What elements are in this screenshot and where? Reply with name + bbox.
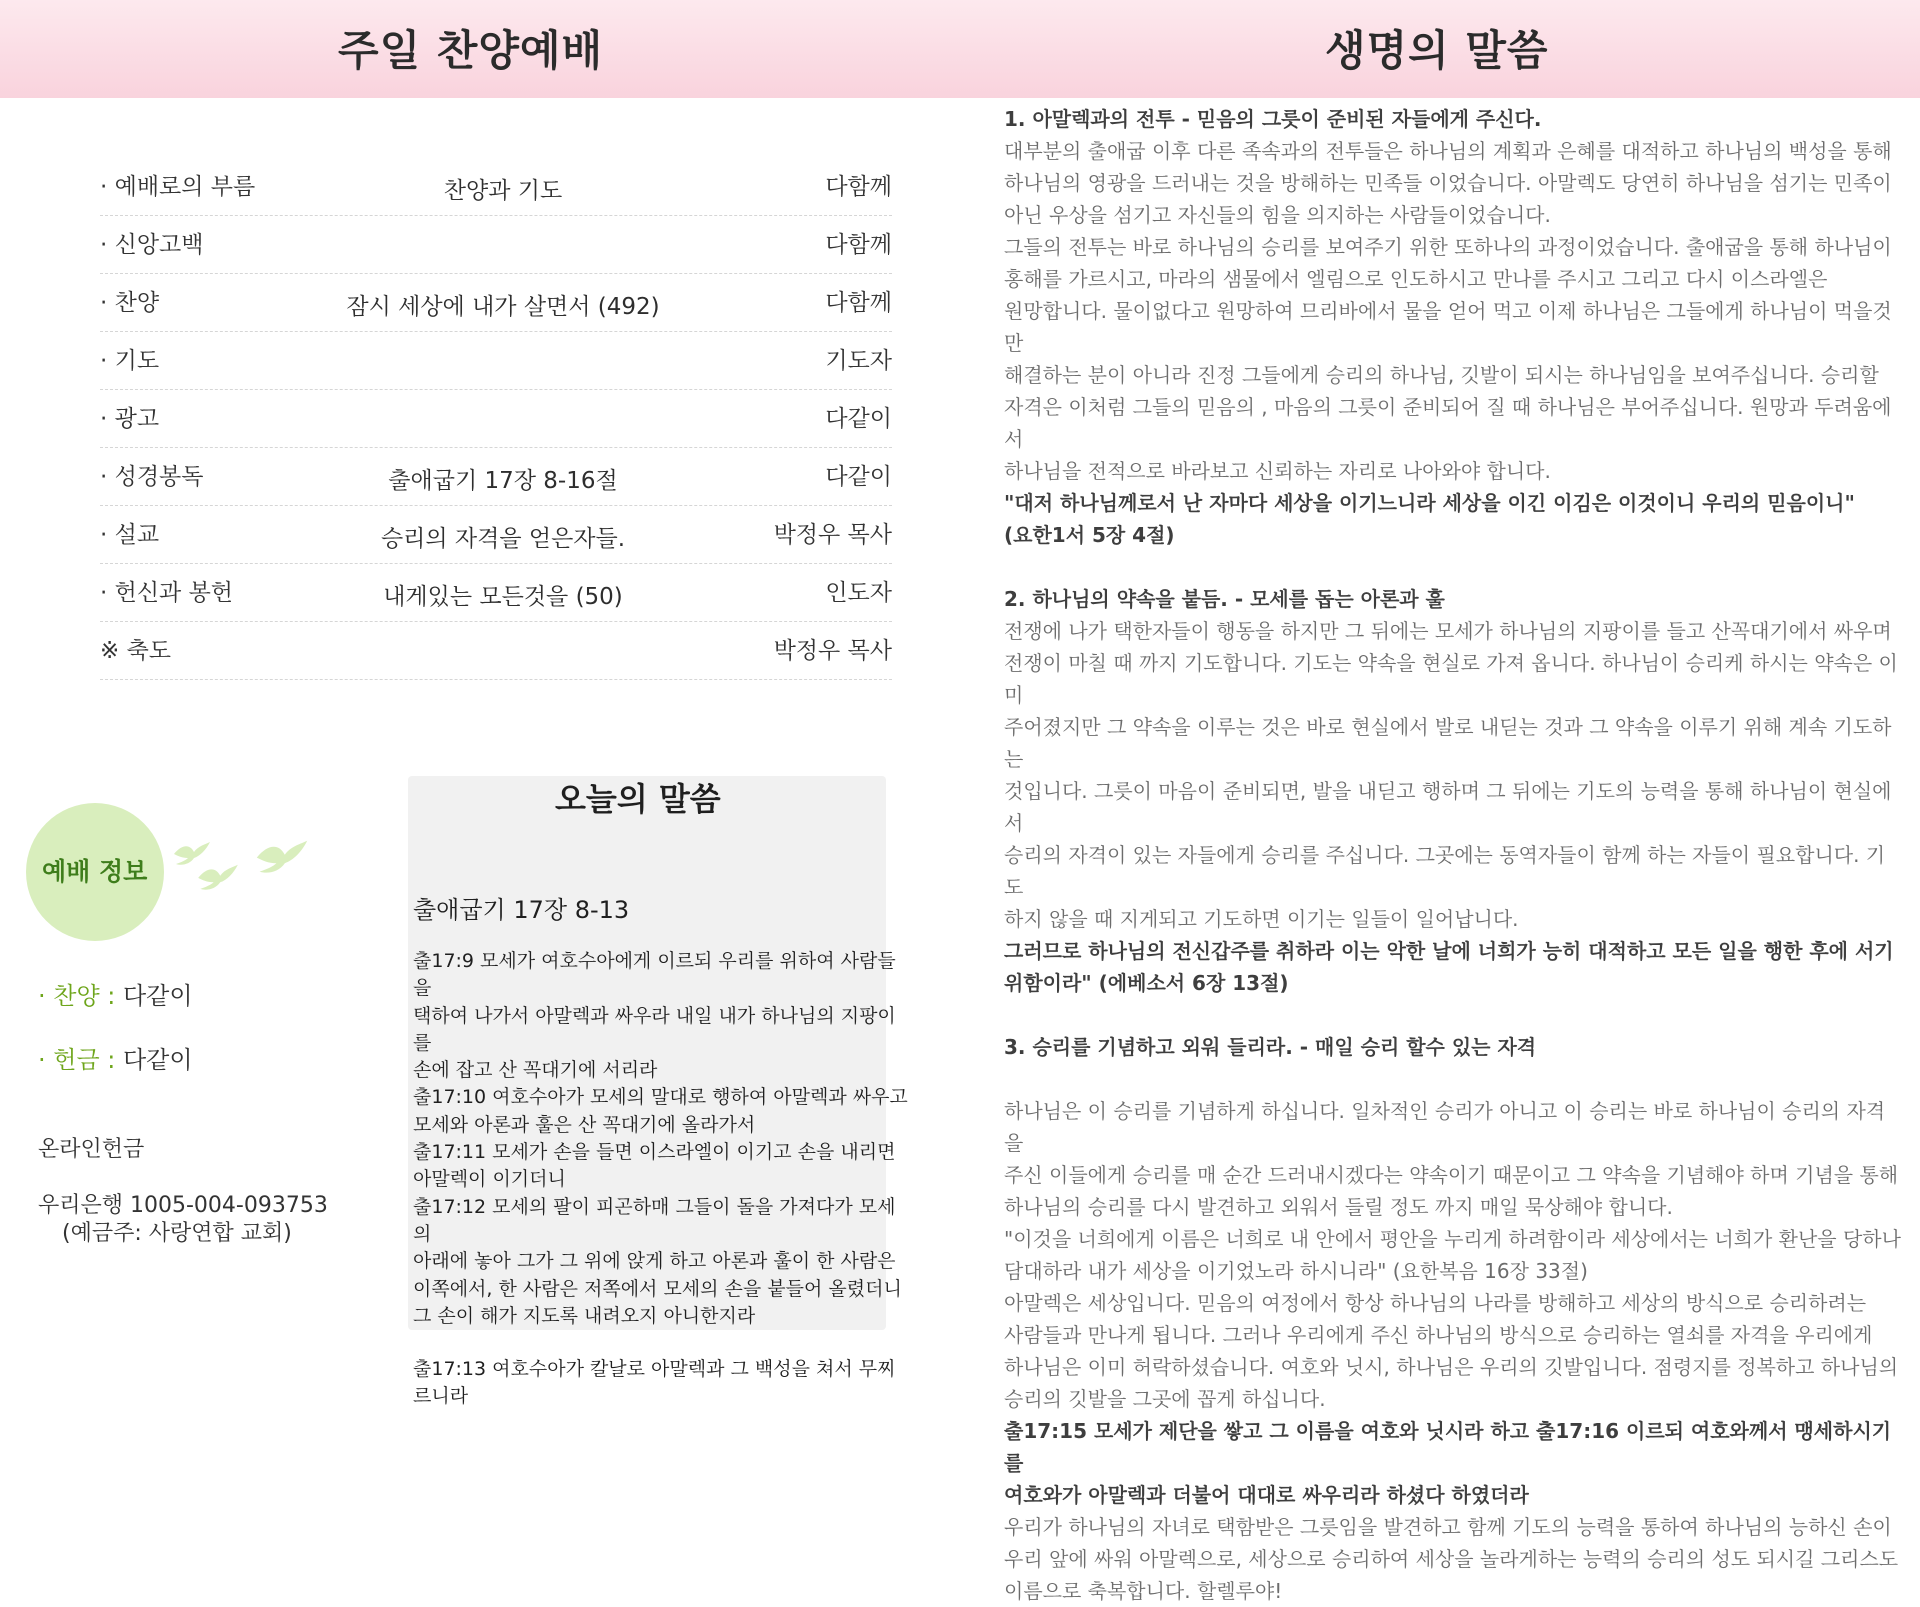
header-band: [0, 0, 1920, 98]
service-item: · 예배로의 부름: [100, 174, 256, 200]
service-item: · 신앙고백: [100, 232, 204, 258]
sermon-line: 해결하는 분이 아니라 진정 그들에게 승리의 하나님, 깃발이 되시는 하나님임을 보여주십니다. 승리할: [1004, 363, 1879, 387]
sermon-line: 하나님을 전적으로 바라보고 신뢰하는 자리로 나아와야 합니다.: [1004, 459, 1551, 483]
sermon-section-heading: 2. 하나님의 약속을 붙듬. - 모세를 돕는 아론과 훌: [1004, 587, 1445, 611]
service-content: 잠시 세상에 내가 살면서 (492): [346, 294, 660, 320]
service-content: 출애굽기 17장 8-16절: [388, 468, 618, 494]
service-leader: 기도자: [825, 348, 892, 374]
verse-line: 아말렉이 이기더니: [413, 1168, 566, 1191]
scripture-quote: 위함이라" (에베소서 6장 13절): [1004, 971, 1289, 995]
verse-line: 그 손이 해가 지도록 내려오지 아니한지라: [413, 1304, 756, 1327]
sermon-line: 대부분의 출애굽 이후 다른 족속과의 전투들은 하나님의 계획과 은혜를 대적하고 하나님의 백성을 통해: [1004, 139, 1892, 163]
today-word-reference: 출애굽기 17장 8-13: [413, 896, 630, 924]
verse-line: 아래에 놓아 그가 그 위에 앉게 하고 아론과 훌이 한 사람은: [413, 1250, 896, 1273]
service-leader: 박정우 목사: [773, 522, 892, 548]
service-row: [100, 390, 892, 448]
account-depositor: (예금주: 사랑연합 교회): [62, 1221, 292, 1246]
sermon-line: 원망합니다. 물이없다고 원망하여 므리바에서 물을 얻어 먹고 이제 하나님은 그들에게 하나님이 먹을것만: [1004, 299, 1892, 355]
worship-info-label: 예배 정보: [42, 857, 148, 886]
sermon-line: 하나님은 이미 허락하셨습니다. 여호와 닛시, 하나님은 우리의 깃발입니다. 점령지를 정복하고 하나님의: [1004, 1355, 1899, 1379]
service-item: · 찬양: [100, 290, 160, 316]
verse-line: 택하여 나가서 아말렉과 싸우라 내일 내가 하나님의 지팡이를: [413, 1004, 896, 1054]
service-row: [100, 216, 892, 274]
service-leader: 다같이: [825, 406, 892, 432]
sermon-section-heading: 1. 아말렉과의 전투 - 믿음의 그릇이 준비된 자들에게 주신다.: [1004, 107, 1542, 131]
scripture-quote: 출17:15 모세가 제단을 쌓고 그 이름을 여호와 닛시라 하고 출17:16 이르되 여호와께서 맹세하시기를: [1004, 1419, 1892, 1475]
offering-value: 다같이: [122, 1046, 193, 1074]
service-leader: 인도자: [825, 580, 892, 606]
verse-line: 출17:12 모세의 팔이 피곤하매 그들이 돌을 가져다가 모세의: [413, 1195, 896, 1245]
service-item: · 설교: [100, 522, 160, 548]
service-row: [100, 448, 892, 506]
service-leader: 다같이: [825, 464, 892, 490]
service-row: [100, 564, 892, 622]
verse-line: 출17:11 모세가 손을 들면 이스라엘이 이기고 손을 내리면: [413, 1141, 896, 1164]
sermon-line: 것입니다. 그릇이 마음이 준비되면, 발을 내딛고 행하며 그 뒤에는 기도의 능력을 통해 하나님이 현실에서: [1004, 779, 1892, 835]
sermon-line: 아말렉은 세상입니다. 믿음의 여정에서 항상 하나님의 나라를 방해하고 세상의 방식으로 승리하려는: [1004, 1291, 1867, 1315]
service-row: [100, 332, 892, 390]
sermon-line: 하나님의 영광을 드러내는 것을 방해하는 민족들 이었습니다. 아말렉도 당연히 하나님을 섬기는 민족이: [1004, 171, 1892, 195]
sermon-line: 하지 않을 때 지게되고 기도하면 이기는 일들이 일어납니다.: [1004, 907, 1519, 931]
sermon-line: "이것을 너희에게 이름은 너희로 내 안에서 평안을 누리게 하려함이라 세상에서는 너희가 환난을 당하나: [1004, 1227, 1901, 1251]
service-row: [100, 158, 892, 216]
service-row: [100, 506, 892, 564]
verse-line: 출17:10 여호수아가 모세의 말대로 행하여 아말렉과 싸우고: [413, 1086, 908, 1109]
service-content: 승리의 자격을 얻은자들.: [380, 526, 626, 552]
service-item: ※ 축도: [100, 638, 172, 664]
dove-icon: [254, 838, 310, 880]
service-leader: 다함께: [825, 232, 892, 258]
scripture-quote: 여호와가 아말렉과 더불어 대대로 싸우리라 하셨다 하였더라: [1004, 1483, 1529, 1507]
service-item: · 헌신과 봉헌: [100, 580, 234, 606]
offering-info: [38, 1040, 193, 1075]
sermon-line: 우리 앞에 싸워 아말렉으로, 세상으로 승리하여 세상을 놀라게하는 능력의 승리의 성도 되시길 그리스도: [1004, 1547, 1899, 1571]
bank-account: 우리은행 1005-004-093753: [38, 1193, 328, 1218]
service-content: 찬양과 기도: [443, 178, 563, 204]
service-content: 내게있는 모든것을 (50): [383, 584, 623, 610]
sermon-line: 승리의 깃발을 그곳에 꼽게 하십니다.: [1004, 1387, 1326, 1411]
sermon-line: 주신 이들에게 승리를 매 순간 드러내시겠다는 약속이기 때문이고 그 약속을 기념해야 하며 기념을 통해: [1004, 1163, 1899, 1187]
service-row: [100, 274, 892, 332]
scripture-quote: 그러므로 하나님의 전신갑주를 취하라 이는 악한 날에 너희가 능히 대적하고 모든 일을 행한 후에 서기: [1004, 939, 1894, 963]
sermon-line: 주어졌지만 그 약속을 이루는 것은 바로 현실에서 발로 내딛는 것과 그 약속을 이루기 위해 계속 기도하는: [1004, 715, 1892, 771]
scripture-quote: "대저 하나님께로서 난 자마다 세상을 이기느니라 세상을 이긴 이김은 이것이니 우리의 믿음이니": [1004, 491, 1855, 515]
sermon-line: 그들의 전투는 바로 하나님의 승리를 보여주기 위한 또하나의 과정이었습니다. 출애굽을 통해 하나님이: [1004, 235, 1892, 259]
sermon-line: 전쟁이 마칠 때 까지 기도합니다. 기도는 약속을 현실로 가져 옵니다. 하나님이 승리케 하시는 약속은 이미: [1004, 651, 1898, 707]
service-row: [100, 622, 892, 680]
today-word-title: 오늘의 말씀: [555, 780, 721, 818]
sermon-body: [1004, 103, 1904, 1607]
online-offering-label: 온라인헌금: [38, 1137, 145, 1162]
service-item: · 기도: [100, 348, 160, 374]
sermon-line: 하나님의 승리를 다시 발견하고 외워서 들릴 정도 까지 매일 묵상해야 합니다.: [1004, 1195, 1673, 1219]
verse-line: 이쪽에서, 한 사람은 저쪽에서 모세의 손을 붙들어 올렸더니: [413, 1277, 902, 1300]
sermon-line: 승리의 자격이 있는 자들에게 승리를 주십니다. 그곳에는 동역자들이 함께 하는 자들이 필요합니다. 기도: [1004, 843, 1886, 899]
verse-line: 출17:9 모세가 여호수아에게 이르되 우리를 위하여 사람들을: [413, 950, 896, 1000]
service-leader: 다함께: [825, 174, 892, 200]
sermon-line: 담대하라 내가 세상을 이기었노라 하시니라" (요한복음 16장 33절): [1004, 1259, 1588, 1283]
sermon-section-heading: 3. 승리를 기념하고 외워 들리라. - 매일 승리 할수 있는 자격: [1004, 1035, 1537, 1059]
order-of-service: [100, 158, 892, 680]
verse-line: 모세와 아론과 훌은 산 꼭대기에 올라가서: [413, 1113, 756, 1136]
praise-value: 다같이: [122, 982, 193, 1010]
sermon-line: 홍해를 가르시고, 마라의 샘물에서 엘림으로 인도하시고 만나를 주시고 그리고 다시 이스라엘은: [1004, 267, 1828, 291]
dove-icon: [196, 862, 240, 896]
verse-line: 출17:13 여호수아가 칼날로 아말렉과 그 백성을 쳐서 무찌르니라: [413, 1358, 896, 1408]
sermon-line: 이름으로 축복합니다. 할렐루야!: [1004, 1579, 1283, 1603]
service-item: · 광고: [100, 406, 160, 432]
sermon-line: 사람들과 만나게 됩니다. 그러나 우리에게 주신 하나님의 방식으로 승리하는 열쇠를 자격을 우리에게: [1004, 1323, 1873, 1347]
sermon-line: 하나님은 이 승리를 기념하게 하십니다. 일차적인 승리가 아니고 이 승리는 바로 하나님이 승리의 자격을: [1004, 1099, 1886, 1155]
praise-key: · 찬양 :: [38, 982, 116, 1010]
sermon-line: 자격은 이처럼 그들의 믿음의 , 마음의 그릇이 준비되어 질 때 하나님은 부어주십니다. 원망과 두려움에서: [1004, 395, 1892, 451]
today-word-verses: [413, 948, 913, 1411]
scripture-reference: (요한1서 5장 4절): [1004, 523, 1175, 547]
verse-line: 손에 잡고 산 꼭대기에 서리라: [413, 1059, 658, 1082]
sermon-title: 생명의 말씀: [1325, 26, 1549, 75]
service-item: · 성경봉독: [100, 464, 204, 490]
sermon-line: 전쟁에 나가 택한자들이 행동을 하지만 그 뒤에는 모세가 하나님의 지팡이를 들고 산꼭대기에서 싸우며: [1004, 619, 1892, 643]
praise-info: [38, 976, 193, 1011]
offering-key: · 헌금 :: [38, 1046, 116, 1074]
sermon-line: 아닌 우상을 섬기고 자신들의 힘을 의지하는 사람들이었습니다.: [1004, 203, 1551, 227]
service-title: 주일 찬양예배: [338, 26, 604, 75]
service-leader: 다함께: [825, 290, 892, 316]
service-leader: 박정우 목사: [773, 638, 892, 664]
sermon-line: 우리가 하나님의 자녀로 택함받은 그릇임을 발견하고 함께 기도의 능력을 통하여 하나님의 능하신 손이: [1004, 1515, 1892, 1539]
